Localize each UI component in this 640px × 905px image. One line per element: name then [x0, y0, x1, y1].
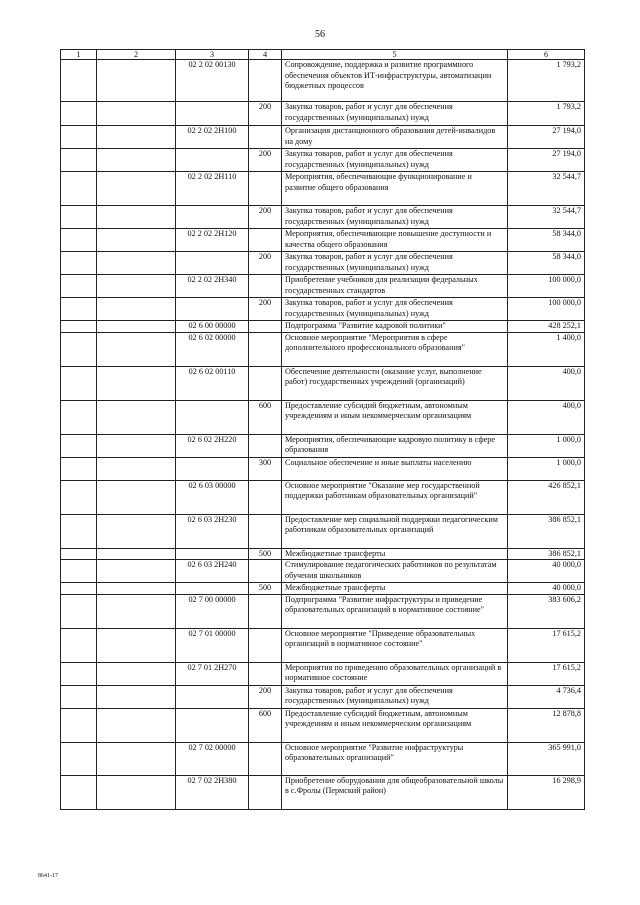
- item-name: Межбюджетные трансферты: [282, 548, 508, 560]
- table-row: [61, 628, 585, 662]
- item-name: Сопровождение, поддержка и развитие программного обеспечения объектов ИТ-инфраструктуры, автоматизации бюджетных процессов: [282, 60, 508, 102]
- expense-type-code: 500: [249, 583, 282, 595]
- target-item-code: 02 7 02 2Н380: [176, 775, 249, 809]
- target-item-code: 02 6 03 2Н240: [176, 560, 249, 583]
- item-name: Мероприятия, обеспечивающие кадровую политику в сфере образования: [282, 434, 508, 457]
- amount: 100 000,0: [508, 275, 585, 298]
- empty-cell: [97, 332, 176, 366]
- amount: 58 344,0: [508, 252, 585, 275]
- amount: 1 000,0: [508, 457, 585, 480]
- empty-cell: [97, 560, 176, 583]
- amount: 12 878,8: [508, 708, 585, 742]
- empty-cell: [97, 60, 176, 102]
- item-name: Межбюджетные трансферты: [282, 583, 508, 595]
- empty-cell: [61, 583, 97, 595]
- item-name: Приобретение учебников для реализации федеральных государственных стандартов: [282, 275, 508, 298]
- table-row: [61, 594, 585, 628]
- empty-cell: [97, 298, 176, 321]
- empty-cell: [97, 252, 176, 275]
- empty-cell: [61, 172, 97, 206]
- empty-cell: [97, 685, 176, 708]
- amount: 426 852,1: [508, 480, 585, 514]
- expense-type-code: [249, 775, 282, 809]
- amount: 27 194,0: [508, 149, 585, 172]
- target-item-code: 02 2 02 00130: [176, 60, 249, 102]
- item-name: Закупка товаров, работ и услуг для обеспечения государственных (муниципальных) нужд: [282, 685, 508, 708]
- empty-cell: [61, 548, 97, 560]
- expense-type-code: [249, 480, 282, 514]
- empty-cell: [61, 252, 97, 275]
- expense-type-code: [249, 60, 282, 102]
- empty-cell: [97, 206, 176, 229]
- item-name: Подпрограмма "Развитие кадровой политики": [282, 321, 508, 333]
- table-row: [61, 685, 585, 708]
- item-name: Обеспечение деятельности (оказание услуг, выполнение работ) государственных учреждений (организаций): [282, 366, 508, 400]
- item-name: Закупка товаров, работ и услуг для обеспечения государственных (муниципальных) нужд: [282, 102, 508, 126]
- amount: 1 000,0: [508, 434, 585, 457]
- amount: 400,0: [508, 366, 585, 400]
- document-code: 8641-17: [38, 873, 58, 879]
- amount: 383 606,2: [508, 594, 585, 628]
- table-row: [61, 60, 585, 102]
- table-row: [61, 400, 585, 434]
- empty-cell: [97, 514, 176, 548]
- item-name: Основное мероприятие "Оказание мер государственной поддержки работникам образовательных организаций": [282, 480, 508, 514]
- column-header: 5: [282, 50, 508, 60]
- empty-cell: [97, 742, 176, 775]
- empty-cell: [61, 321, 97, 333]
- column-header: 2: [97, 50, 176, 60]
- empty-cell: [61, 480, 97, 514]
- empty-cell: [61, 662, 97, 685]
- expense-type-code: [249, 514, 282, 548]
- expense-type-code: 200: [249, 685, 282, 708]
- column-header: 6: [508, 50, 585, 60]
- amount: 386 852,1: [508, 514, 585, 548]
- target-item-code: 02 7 01 2Н270: [176, 662, 249, 685]
- empty-cell: [97, 775, 176, 809]
- item-name: Закупка товаров, работ и услуг для обеспечения государственных (муниципальных) нужд: [282, 206, 508, 229]
- item-name: Организация дистанционного образования детей-инвалидов на дому: [282, 126, 508, 149]
- target-item-code: 02 7 00 00000: [176, 594, 249, 628]
- target-item-code: [176, 548, 249, 560]
- empty-cell: [61, 332, 97, 366]
- empty-cell: [61, 685, 97, 708]
- empty-cell: [97, 594, 176, 628]
- target-item-code: [176, 400, 249, 434]
- empty-cell: [61, 775, 97, 809]
- target-item-code: 02 7 02 00000: [176, 742, 249, 775]
- page-number: 56: [315, 29, 325, 40]
- empty-cell: [97, 400, 176, 434]
- target-item-code: 02 7 01 00000: [176, 628, 249, 662]
- amount: 17 615,2: [508, 662, 585, 685]
- empty-cell: [61, 628, 97, 662]
- expense-type-code: 600: [249, 400, 282, 434]
- empty-cell: [61, 400, 97, 434]
- empty-cell: [61, 594, 97, 628]
- target-item-code: 02 6 03 2Н230: [176, 514, 249, 548]
- table-row: [61, 560, 585, 583]
- item-name: Мероприятия, обеспечивающие функционирование и развитие общего образования: [282, 172, 508, 206]
- empty-cell: [61, 60, 97, 102]
- empty-cell: [61, 434, 97, 457]
- table-row: [61, 126, 585, 149]
- table-row: [61, 366, 585, 400]
- item-name: Закупка товаров, работ и услуг для обеспечения государственных (муниципальных) нужд: [282, 298, 508, 321]
- expense-type-code: [249, 434, 282, 457]
- empty-cell: [97, 583, 176, 595]
- budget-table: [60, 49, 585, 810]
- target-item-code: [176, 457, 249, 480]
- amount: 40 000,0: [508, 560, 585, 583]
- empty-cell: [97, 102, 176, 126]
- expense-type-code: [249, 366, 282, 400]
- target-item-code: [176, 583, 249, 595]
- empty-cell: [97, 149, 176, 172]
- expense-type-code: [249, 126, 282, 149]
- empty-cell: [97, 434, 176, 457]
- target-item-code: 02 2 02 2Н100: [176, 126, 249, 149]
- empty-cell: [61, 126, 97, 149]
- item-name: Предоставление субсидий бюджетным, автономным учреждениям и иным некоммерческим организациям: [282, 708, 508, 742]
- amount: 27 194,0: [508, 126, 585, 149]
- target-item-code: 02 6 03 00000: [176, 480, 249, 514]
- item-name: Предоставление мер социальной поддержки педагогическим работникам образовательных организаций: [282, 514, 508, 548]
- column-header: 4: [249, 50, 282, 60]
- empty-cell: [97, 366, 176, 400]
- expense-type-code: 200: [249, 206, 282, 229]
- empty-cell: [61, 742, 97, 775]
- target-item-code: 02 6 00 00000: [176, 321, 249, 333]
- empty-cell: [61, 457, 97, 480]
- target-item-code: [176, 206, 249, 229]
- empty-cell: [97, 172, 176, 206]
- table-header-row: [61, 50, 585, 60]
- empty-cell: [61, 298, 97, 321]
- expense-type-code: 600: [249, 708, 282, 742]
- empty-cell: [61, 149, 97, 172]
- item-name: Социальное обеспечение и иные выплаты населению: [282, 457, 508, 480]
- table-row: [61, 206, 585, 229]
- empty-cell: [97, 229, 176, 252]
- amount: 16 298,9: [508, 775, 585, 809]
- table-row: [61, 662, 585, 685]
- target-item-code: [176, 708, 249, 742]
- target-item-code: [176, 149, 249, 172]
- table-row: [61, 229, 585, 252]
- table-row: [61, 583, 585, 595]
- expense-type-code: 200: [249, 298, 282, 321]
- expense-type-code: [249, 172, 282, 206]
- empty-cell: [97, 457, 176, 480]
- empty-cell: [61, 229, 97, 252]
- amount: 4 736,4: [508, 685, 585, 708]
- expense-type-code: 200: [249, 149, 282, 172]
- target-item-code: 02 6 02 2Н220: [176, 434, 249, 457]
- empty-cell: [61, 514, 97, 548]
- table-row: [61, 298, 585, 321]
- empty-cell: [97, 708, 176, 742]
- item-name: Закупка товаров, работ и услуг для обеспечения государственных (муниципальных) нужд: [282, 149, 508, 172]
- amount: 32 544,7: [508, 172, 585, 206]
- empty-cell: [97, 662, 176, 685]
- table-row: [61, 321, 585, 333]
- empty-cell: [97, 126, 176, 149]
- table-row: [61, 548, 585, 560]
- expense-type-code: 300: [249, 457, 282, 480]
- amount: 32 544,7: [508, 206, 585, 229]
- table-row: [61, 252, 585, 275]
- empty-cell: [61, 206, 97, 229]
- amount: 428 252,1: [508, 321, 585, 333]
- expense-type-code: [249, 275, 282, 298]
- target-item-code: [176, 252, 249, 275]
- table-row: [61, 514, 585, 548]
- item-name: Основное мероприятие "Развитие инфраструктуры образовательных организаций": [282, 742, 508, 775]
- table-row: [61, 457, 585, 480]
- empty-cell: [61, 708, 97, 742]
- table-row: [61, 275, 585, 298]
- expense-type-code: [249, 594, 282, 628]
- amount: 17 615,2: [508, 628, 585, 662]
- table-row: [61, 149, 585, 172]
- expense-type-code: [249, 560, 282, 583]
- table-row: [61, 172, 585, 206]
- expense-type-code: [249, 321, 282, 333]
- item-name: Мероприятия, обеспечивающие повышение доступности и качества общего образования: [282, 229, 508, 252]
- amount: 400,0: [508, 400, 585, 434]
- target-item-code: 02 2 02 2Н120: [176, 229, 249, 252]
- amount: 1 400,0: [508, 332, 585, 366]
- target-item-code: 02 6 02 00000: [176, 332, 249, 366]
- table-row: [61, 102, 585, 126]
- table-row: [61, 775, 585, 809]
- table-row: [61, 434, 585, 457]
- item-name: Основное мероприятие "Мероприятия в сфере дополнительного профессионального образования": [282, 332, 508, 366]
- table-row: [61, 332, 585, 366]
- expense-type-code: 500: [249, 548, 282, 560]
- column-header: 1: [61, 50, 97, 60]
- empty-cell: [61, 366, 97, 400]
- amount: 386 852,1: [508, 548, 585, 560]
- table-row: [61, 742, 585, 775]
- amount: 58 344,0: [508, 229, 585, 252]
- item-name: Предоставление субсидий бюджетным, автономным учреждениям и иным некоммерческим организациям: [282, 400, 508, 434]
- table-row: [61, 708, 585, 742]
- empty-cell: [61, 560, 97, 583]
- amount: 1 793,2: [508, 102, 585, 126]
- expense-type-code: [249, 229, 282, 252]
- expense-type-code: 200: [249, 252, 282, 275]
- expense-type-code: [249, 742, 282, 775]
- expense-type-code: [249, 662, 282, 685]
- target-item-code: [176, 102, 249, 126]
- expense-type-code: [249, 332, 282, 366]
- amount: 100 000,0: [508, 298, 585, 321]
- empty-cell: [97, 480, 176, 514]
- empty-cell: [97, 275, 176, 298]
- expense-type-code: 200: [249, 102, 282, 126]
- item-name: Подпрограмма "Развитие инфраструктуры и приведение образовательных организаций в нормативное состояние": [282, 594, 508, 628]
- empty-cell: [61, 275, 97, 298]
- target-item-code: 02 6 02 00110: [176, 366, 249, 400]
- expense-type-code: [249, 628, 282, 662]
- amount: 365 991,0: [508, 742, 585, 775]
- item-name: Основное мероприятие "Приведение образовательных организаций в нормативное состояние": [282, 628, 508, 662]
- empty-cell: [97, 321, 176, 333]
- column-header: 3: [176, 50, 249, 60]
- empty-cell: [97, 628, 176, 662]
- target-item-code: 02 2 02 2Н340: [176, 275, 249, 298]
- amount: 1 793,2: [508, 60, 585, 102]
- target-item-code: 02 2 02 2Н110: [176, 172, 249, 206]
- item-name: Стимулирование педагогических работников по результатам обучения школьников: [282, 560, 508, 583]
- item-name: Мероприятия по приведению образовательных организаций в нормативное состояние: [282, 662, 508, 685]
- item-name: Приобретение оборудования для общеобразовательной школы в с.Фролы (Пермский район): [282, 775, 508, 809]
- item-name: Закупка товаров, работ и услуг для обеспечения государственных (муниципальных) нужд: [282, 252, 508, 275]
- table-row: [61, 480, 585, 514]
- amount: 40 000,0: [508, 583, 585, 595]
- empty-cell: [61, 102, 97, 126]
- empty-cell: [97, 548, 176, 560]
- target-item-code: [176, 298, 249, 321]
- target-item-code: [176, 685, 249, 708]
